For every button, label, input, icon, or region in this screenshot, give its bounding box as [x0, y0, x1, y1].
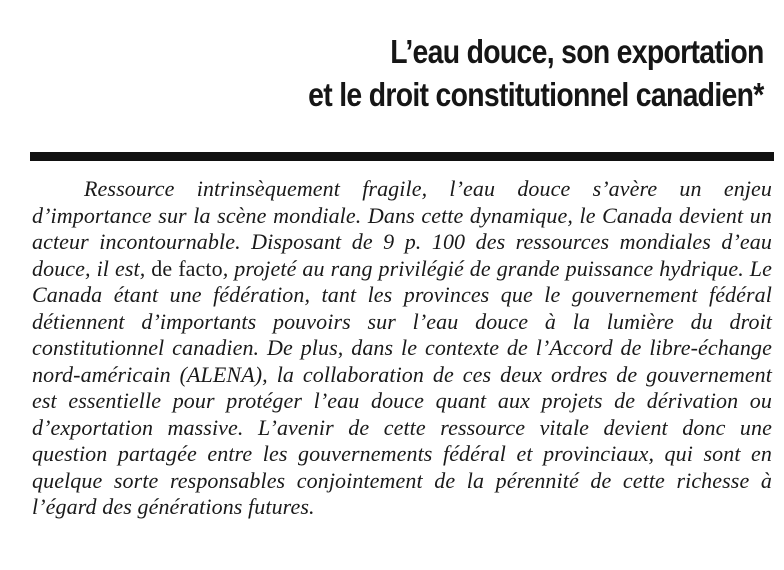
- title-line-2: et le droit constitutionnel canadien*: [308, 76, 764, 113]
- abstract-text-part-2: , projeté au rang privilégié de grande puissance hydrique. Le Canada étant une fédération, tant les provinces que le gouvernement fédéral détiennent d’importants pouvoirs sur l’eau douce à la lumière du droit constitutionnel canadien. De plus, dans le contexte de l’Accord de libre-échange nord-américain (ALENA), la collaboration de ces deux ordres de gouvernement est essentielle pour protéger l’eau douce quant aux projets de dérivation ou d’exportation massive. L’avenir de cette ressource vitale devient donc une question partagée entre les gouvernements fédéral et provinciaux, qui sont en quelque sorte responsables conjointement de la pérennité de cette richesse à l’égard des générations futures.: [32, 255, 772, 519]
- title-line-1: L’eau douce, son exportation: [390, 33, 764, 70]
- article-title: [309, 30, 764, 116]
- abstract-emphasis-de-facto: de facto: [151, 255, 223, 281]
- abstract-text-part-1: Ressource intrinsèquement fragile, l’eau douce s’avère un enjeu d’importance sur la scène mondiale. Dans cette dynamique, le Canada devient un acteur incontournable. Disposant de 9 p. 100 des ressources mondiales d’eau douce, il est,: [32, 176, 772, 281]
- title-divider: [30, 152, 774, 161]
- abstract-paragraph: [32, 176, 772, 521]
